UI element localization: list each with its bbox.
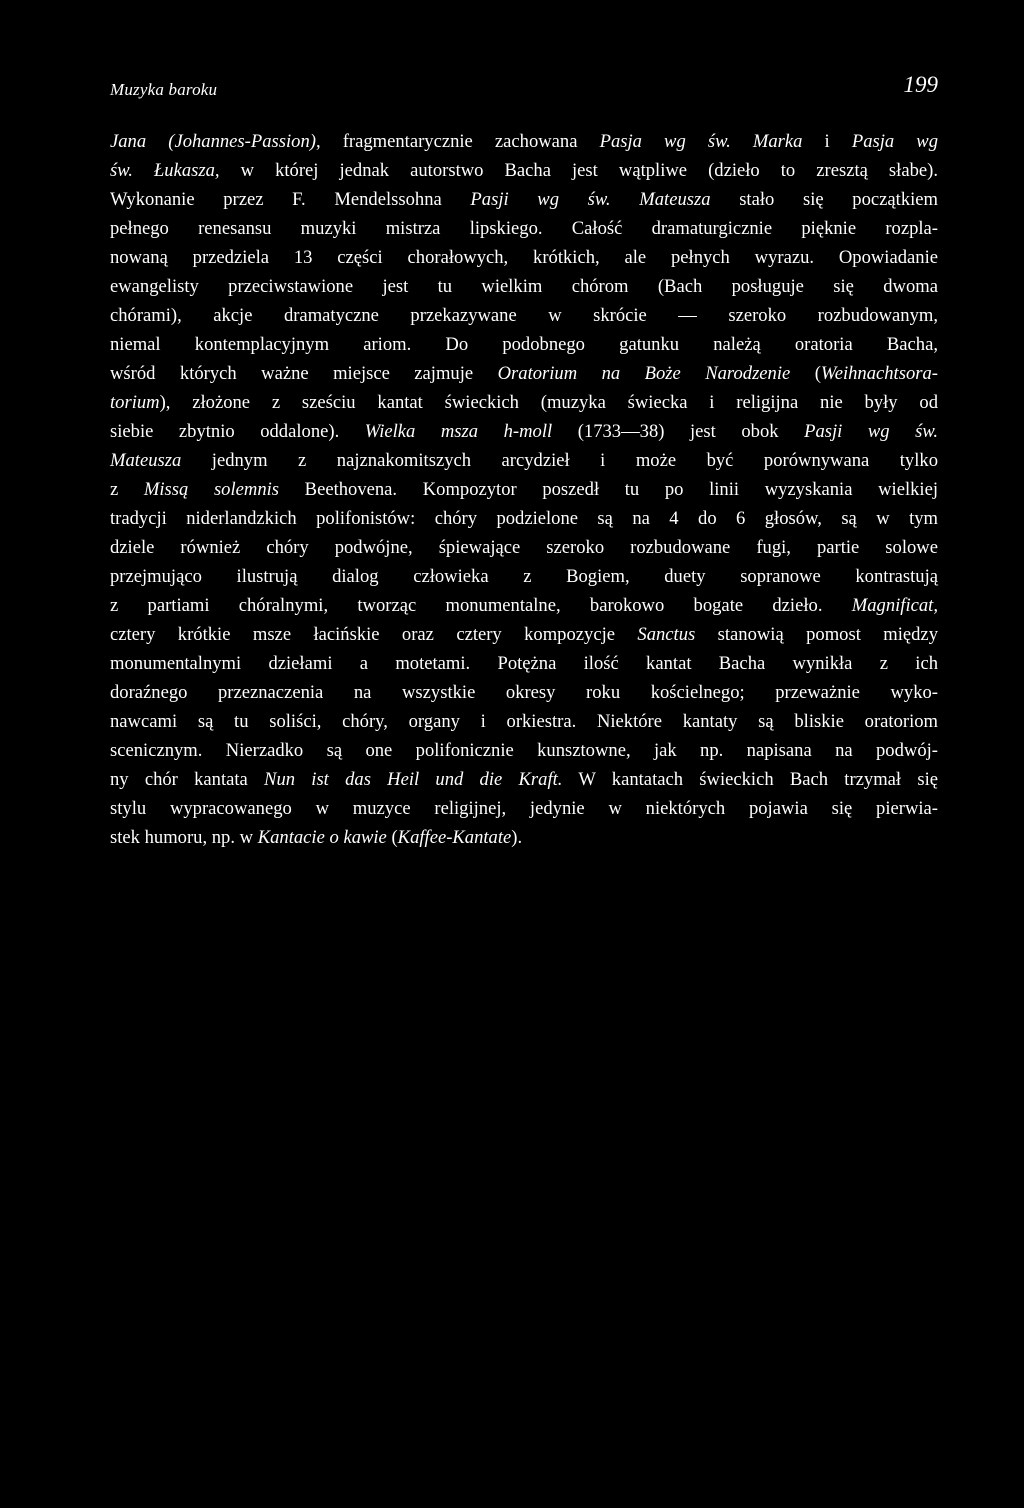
italic-text: św. Łukasza,: [110, 160, 220, 181]
text-run: z partiami chóralnymi, tworząc monumentalne, barokowo bogate dzieło.: [110, 595, 852, 616]
text-line: [110, 214, 938, 243]
text-run: pełnego renesansu muzyki mistrza lipskiego. Całość dramaturgicznie pięknie rozpla-: [110, 218, 938, 239]
text-run: Wykonanie przez F. Mendelssohna: [110, 189, 471, 210]
text-run: ny chór kantata: [110, 769, 265, 790]
text-run: stylu wypracowanego w muzyce religijnej, jedynie w niektórych pojawia się pierwia-: [110, 798, 938, 819]
text-line: [110, 707, 938, 736]
text-run: ewangelisty przeciwstawione jest tu wielkim chórom (Bach posługuje się dwoma: [110, 276, 938, 297]
text-run: stało się początkiem: [710, 189, 939, 210]
text-line: [110, 678, 938, 707]
text-run: chórami), akcje dramatyczne przekazywane w skrócie — szeroko rozbudowanym,: [110, 305, 938, 326]
text-run: nowaną przedziela 13 części chorałowych, krótkich, ale pełnych wyrazu. Opowiadanie: [110, 247, 938, 268]
text-line: [110, 620, 938, 649]
text-run: i: [802, 131, 852, 152]
italic-text: Kantacie o kawie: [257, 827, 387, 848]
text-run: z: [110, 479, 144, 500]
text-line: [110, 272, 938, 301]
text-line: [110, 533, 938, 562]
text-run: tradycji niderlandzkich polifonistów: chóry podzielone są na 4 do 6 głosów, są w tym: [110, 508, 938, 529]
text-run: siebie zbytnio oddalone).: [110, 421, 365, 442]
text-run: (1733—38) jest obok: [552, 421, 805, 442]
text-line: [110, 504, 938, 533]
running-title: Muzyka baroku: [110, 80, 218, 99]
italic-text: Jana (Johannes-Passion): [110, 131, 316, 152]
italic-text: torium: [110, 392, 160, 413]
text-line: [110, 446, 938, 475]
italic-text: Pasja wg: [851, 131, 939, 152]
text-line: [110, 185, 938, 214]
text-run: cztery krótkie msze łacińskie oraz cztery kompozycje: [110, 624, 638, 645]
text-run: dziele również chóry podwójne, śpiewające szeroko rozbudowane fugi, partie solowe: [110, 537, 938, 558]
text-run: (: [386, 827, 398, 848]
text-run: W kantatach świeckich Bach trzymał się: [562, 769, 938, 790]
page-number: 199: [903, 72, 938, 97]
text-line: [110, 736, 938, 765]
text-run: doraźnego przeznaczenia na wszystkie okresy roku kościelnego; przeważnie wyko-: [110, 682, 938, 703]
body-paragraph: [110, 127, 938, 852]
text-run: scenicznym. Nierzadko są one polifonicznie kunsztowne, jak np. napisana na podwój-: [110, 740, 938, 761]
text-line: [110, 301, 938, 330]
italic-text: Missą solemnis: [143, 479, 280, 500]
text-line: [110, 330, 938, 359]
italic-text: Mateusza: [110, 450, 182, 471]
text-run: (: [790, 363, 821, 384]
text-run: wśród których ważne miejsce zajmuje: [110, 363, 498, 384]
text-line: [110, 156, 938, 185]
text-line: [110, 388, 938, 417]
italic-text: Pasji wg św.: [804, 421, 938, 442]
italic-text: Pasji wg św. Mateusza: [470, 189, 711, 210]
text-line: [110, 127, 938, 156]
italic-text: Magnificat,: [851, 595, 938, 616]
text-line: [110, 765, 938, 794]
italic-text: Weihnachtsora-: [820, 363, 938, 384]
text-line: [110, 562, 938, 591]
text-run: przejmująco ilustrują dialog człowieka z Bogiem, duety sopranowe kontrastują: [110, 566, 938, 587]
text-line: [110, 417, 938, 446]
page-header: [110, 72, 938, 106]
text-run: w której jednak autorstwo Bacha jest wątpliwe (dzieło to zresztą słabe).: [219, 160, 938, 181]
text-run: , fragmentarycznie zachowana: [315, 131, 600, 152]
text-line: [110, 823, 938, 852]
text-run: stanowią pomost między: [695, 624, 938, 645]
text-run: ), złożone z sześciu kantat świeckich (muzyka świecka i religijna nie były od: [159, 392, 938, 413]
text-line: [110, 591, 938, 620]
italic-text: Sanctus: [637, 624, 696, 645]
text-run: Beethovena. Kompozytor poszedł tu po linii wyzyskania wielkiej: [279, 479, 938, 500]
text-run: jednym z najznakomitszych arcydzieł i może być porównywana tylko: [181, 450, 938, 471]
italic-text: Nun ist das Heil und die Kraft.: [264, 769, 563, 790]
text-line: [110, 359, 938, 388]
italic-text: Oratorium na Boże Narodzenie: [497, 363, 791, 384]
text-run: stek humoru, np. w: [110, 827, 258, 848]
text-line: [110, 243, 938, 272]
italic-text: Wielka msza h-moll: [364, 421, 553, 442]
text-line: [110, 475, 938, 504]
text-run: nawcami są tu soliści, chóry, organy i orkiestra. Niektóre kantaty są bliskie oratoriom: [110, 711, 938, 732]
italic-text: Pasja wg św. Marka: [599, 131, 803, 152]
text-line: [110, 649, 938, 678]
text-run: ).: [511, 827, 523, 848]
text-run: niemal kontemplacyjnym ariom. Do podobnego gatunku należą oratoria Bacha,: [110, 334, 938, 355]
italic-text: Kaffee-Kantate: [397, 827, 512, 848]
text-run: monumentalnymi dziełami a motetami. Potężna ilość kantat Bacha wynikła z ich: [110, 653, 938, 674]
text-line: [110, 794, 938, 823]
